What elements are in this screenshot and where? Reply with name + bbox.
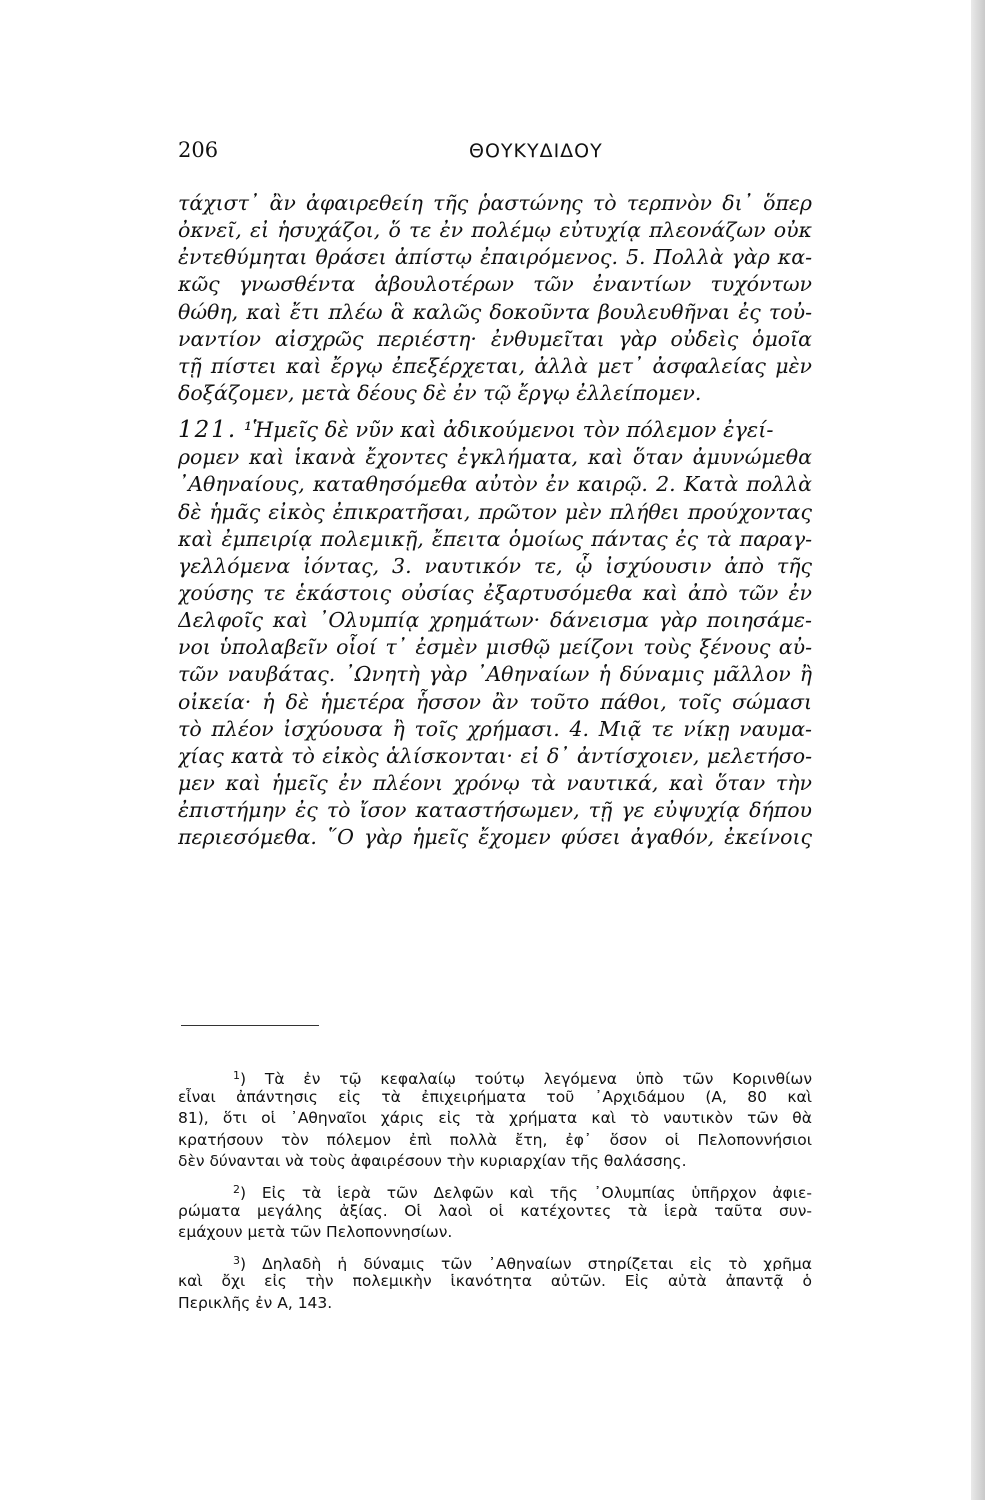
footnote-1	[178, 1065, 812, 1173]
text-line: τάχιστ᾽ ἂν ἀφαιρεθείη τῆς ῥαστώνης τὸ τερπνὸν δι᾽ ὅπερ	[178, 191, 812, 215]
chapter-number: 121.	[178, 417, 238, 444]
text-line: γελλόμενα ἰόντας, 3. ναυτικόν τε, ᾧ ἰσχύουσιν ἀπὸ τῆς	[178, 553, 812, 578]
page-header	[178, 138, 810, 168]
footnote-divider	[181, 1025, 319, 1026]
text-line: περιεσόμεθα. ῞Ο γὰρ ἡμεῖς ἔχομεν φύσει ἀγαθόν, ἐκείνοις	[178, 825, 812, 850]
text-line: δοξάζομεν, μετὰ δέους δὲ ἐν τῷ ἔργῳ ἐλλείπομεν.	[178, 380, 702, 405]
text-line: μεν καὶ ἡμεῖς ἐν πλέονι χρόνῳ τὰ ναυτικά, καὶ ὅταν τὴν	[178, 770, 812, 795]
page-edge-shadow	[971, 0, 985, 1500]
footnote-line: εμάχουν μετὰ τῶν Πελοποννησίων.	[178, 1223, 453, 1242]
footnote-line: 81), ὅτι οἱ ᾽Αθηναῖοι χάρις εἰς τὰ χρήματα καὶ τὸ ναυτικὸν τῶν θὰ	[178, 1109, 812, 1128]
text-line: χίας κατὰ τὸ εἰκὸς ἁλίσκονται· εἰ δ᾽ ἀντίσχοιεν, μελετήσο-	[178, 743, 812, 768]
footnote-line: $^2$) Εἰς τὰ ἱερὰ τῶν Δελφῶν καὶ τῆς ᾽Ολυμπίας ὑπῆρχον ἀφιε-	[233, 1182, 812, 1201]
main-text	[178, 190, 812, 851]
footnote-marker: 3	[233, 1253, 240, 1267]
text-line: Δελφοῖς καὶ ᾽Ολυμπίᾳ χρημάτων· δάνεισμα γὰρ ποιησάμε-	[178, 608, 812, 633]
footnote-line: $^1$) Τὰ ἐν τῷ κεφαλαίῳ τούτῳ λεγόμενα ὑπὸ τῶν Κορινθίων	[233, 1069, 812, 1087]
footnote-line: κρατήσουν τὸν πόλεμον ἐπὶ πολλὰ ἔτη, ἐφ᾽ ὅσον οἱ Πελοποννήσιοι	[178, 1130, 812, 1149]
footnote-2	[178, 1179, 812, 1244]
footnotes	[178, 1065, 812, 1321]
page-number: 206	[178, 138, 219, 162]
footnote-marker: 1	[233, 1069, 240, 1082]
footnote-line: δὲν δύνανται νὰ τοὺς ἀφαιρέσουν τὴν κυριαρχίαν τῆς θαλάσσης.	[178, 1152, 687, 1171]
footnote-marker: 2	[233, 1182, 240, 1196]
text-line: ᾽Αθηναίους, καταθησόμεθα αὐτὸν ἐν καιρῷ. 2. Κατὰ πολλὰ	[178, 472, 812, 497]
footnote-3	[178, 1250, 812, 1315]
text-line: ρομεν καὶ ἱκανὰ ἔχοντες ἐγκλήματα, καὶ ὅταν ἀμυνώμεθα	[178, 445, 812, 470]
text-line: ἐπιστήμην ἐς τὸ ἴσον καταστήσωμεν, τῇ γε εὐψυχίᾳ δήπου	[178, 798, 812, 823]
text-line: χούσης τε ἑκάστοις οὐσίας ἐξαρτυσόμεθα καὶ ἀπὸ τῶν ἐν	[178, 580, 812, 605]
chapter-opening-line	[178, 417, 812, 444]
footnote-line: καὶ ὄχι εἰς τὴν πολεμικὴν ἱκανότητα αὐτῶν. Εἰς αὐτὰ ἀπαντᾷ ὁ	[178, 1272, 812, 1291]
running-title: ΘΟΥΚΥΔΙΔΟΥ	[469, 140, 603, 162]
text-line: καὶ ἐμπειρίᾳ πολεμικῇ, ἔπειτα ὁμοίως πάντας ἐς τὰ παραγ-	[178, 526, 812, 551]
footnote-line: Περικλῆς ἐν Α, 143.	[178, 1293, 333, 1312]
text-line: οἰκεία· ἡ δὲ ἡμετέρα ἧσσον ἂν τοῦτο πάθοι, τοῖς σώμασι	[178, 689, 812, 714]
text-line: νοι ὑπολαβεῖν οἷοί τ᾽ ἐσμὲν μισθῷ μείζονι τοὺς ξένους αὐ-	[178, 635, 812, 660]
text-line: τῇ πίστει καὶ ἔργῳ ἐπεξέρχεται, ἀλλὰ μετ᾽ ἀσφαλείας μὲν	[178, 353, 812, 378]
footnote-line: $^3$) Δηλαδὴ ἡ δύναμις τῶν ᾽Αθηναίων στηρίζεται εἰς τὸ χρῆμα	[233, 1253, 812, 1272]
text-line: ὀκνεῖ, εἰ ἡσυχάζοι, ὅ τε ἐν πολέμῳ εὐτυχίᾳ πλεονάζων οὐκ	[178, 218, 812, 243]
text-line: δὲ ἡμᾶς εἰκὸς ἐπικρατῆσαι, πρῶτον μὲν πλήθει προύχοντας	[178, 499, 812, 524]
text-line: ναντίον αἰσχρῶς περιέστη· ἐνθυμεῖται γὰρ οὐδεὶς ὁμοῖα	[178, 326, 812, 351]
text-line: ἐντεθύμηται θράσει ἀπίστῳ ἐπαιρόμενος. 5. Πολλὰ γὰρ κα-	[178, 245, 812, 270]
text-line: θώθη, καὶ ἔτι πλέω ἃ καλῶς δοκοῦντα βουλευθῆναι ἐς τοὐ-	[178, 299, 812, 324]
footnote-line: εἶναι ἀπάντησις εἰς τὰ ἐπιχειρήματα τοῦ ᾽Αρχιδάμου (Α, 80 καὶ	[178, 1087, 812, 1106]
footnote-line: ρώματα μεγάλης ἀξίας. Οἱ λαοὶ οἱ κατέχοντες τὰ ἱερὰ ταῦτα συν-	[178, 1201, 812, 1220]
text-line: τῶν ναυβάτας. ᾽Ωνητὴ γὰρ ᾽Αθηναίων ἡ δύναμις μᾶλλον ἢ	[178, 662, 812, 687]
chapter-first-line: ¹Ἡμεῖς δὲ νῦν καὶ ἀδικούμενοι τὸν πόλεμον ἐγεί-	[243, 418, 774, 443]
text-line: τὸ πλέον ἰσχύουσα ἢ τοῖς χρήμασι. 4. Μιᾷ τε νίκῃ ναυμα-	[178, 716, 812, 741]
text-line: κῶς γνωσθέντα ἀβουλοτέρων τῶν ἐναντίων τυχόντων	[178, 272, 812, 297]
